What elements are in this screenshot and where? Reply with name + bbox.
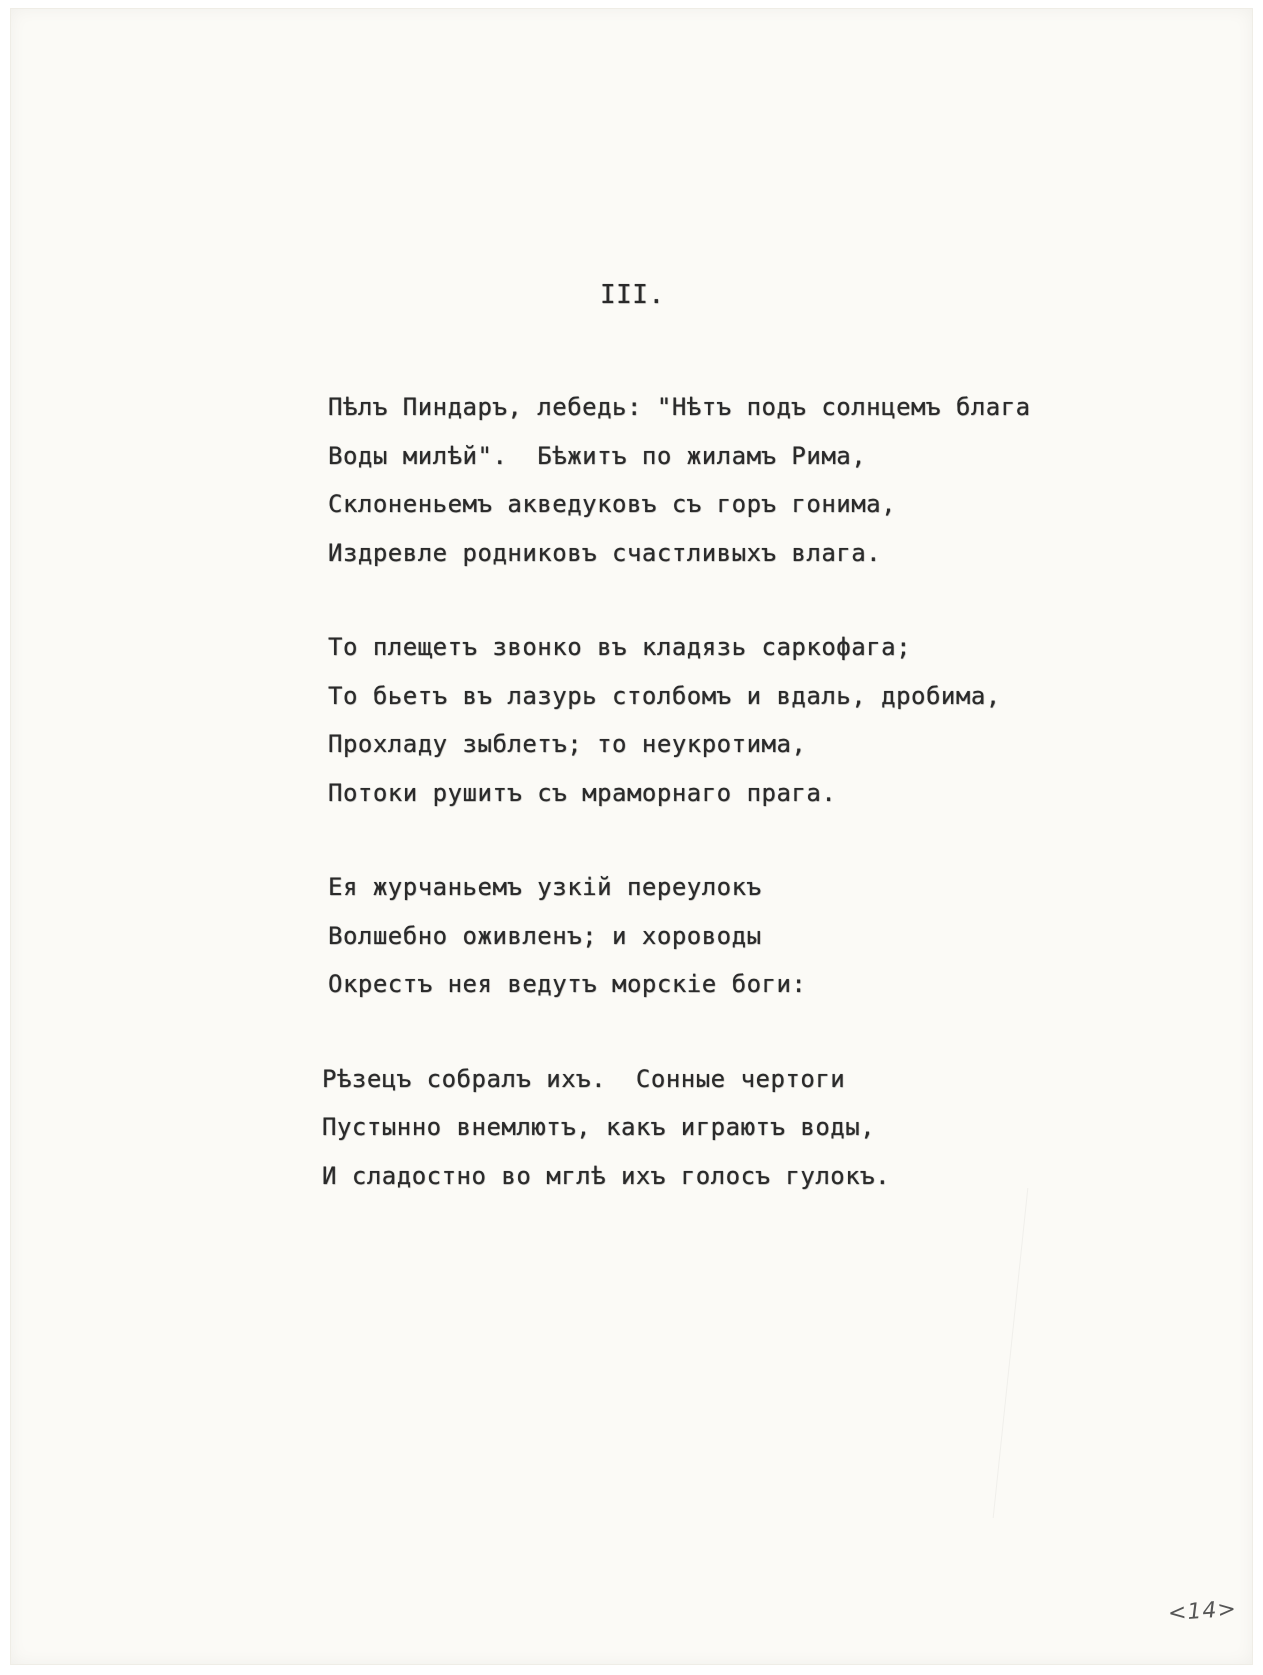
poem-line: Рѣзецъ собралъ ихъ. Сонные чертоги <box>322 1064 846 1093</box>
stanza-2 <box>328 623 1148 817</box>
poem-line: Прохладу зыблетъ; то неукротима, <box>328 730 807 758</box>
poem-body <box>322 383 1148 1246</box>
poem-line: Воды милѣй". Бѣжитъ по жиламъ Рима, <box>328 441 867 470</box>
poem-line: И сладостно во мглѣ ихъ голосъ гулокъ. <box>322 1161 891 1190</box>
handwritten-folio-number: <14> <box>1167 1596 1238 1627</box>
stanza-1 <box>328 383 1148 577</box>
poem-section-number: III. <box>600 280 665 310</box>
poem-line: Пѣлъ Пиндаръ, лебедь: "Нѣтъ подъ солнцемъ блага <box>328 393 1031 421</box>
poem-line: Издревле родниковъ счастливыхъ влага. <box>328 538 882 567</box>
poem-line: Склоненьемъ акведуковъ съ горъ гонима, <box>328 490 897 518</box>
stanza-4 <box>322 1055 1148 1201</box>
poem-line: Пустынно внемлютъ, какъ играютъ воды, <box>322 1113 876 1141</box>
poem-line: Потоки рушитъ съ мраморнаго прага. <box>328 778 837 807</box>
poem-line: Ея журчаньемъ узкій переулокъ <box>328 873 762 901</box>
poem-line: Волшебно оживленъ; и хороводы <box>328 921 762 950</box>
poem-line: То бьетъ въ лазурь столбомъ и вдаль, дробима, <box>328 681 1001 710</box>
poem-line: Окрестъ нея ведутъ морскіе боги: <box>328 970 807 998</box>
typescript-page <box>10 8 1253 1665</box>
poem-line: То плещетъ звонко въ кладязь саркофага; <box>328 633 912 661</box>
stanza-3 <box>328 863 1148 1009</box>
